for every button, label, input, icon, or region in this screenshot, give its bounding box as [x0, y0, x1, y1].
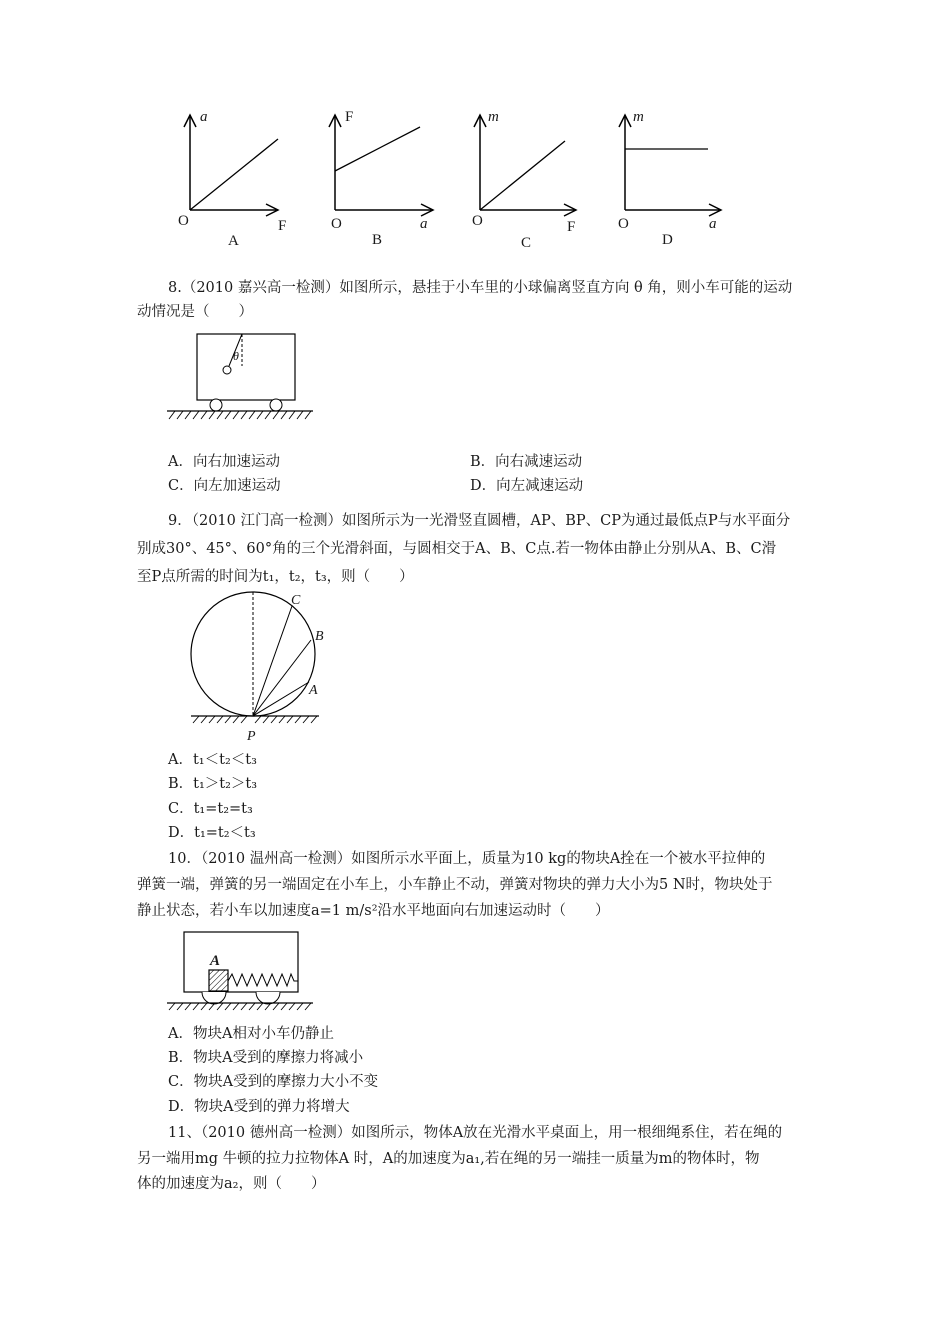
- q9-option-c[interactable]: C．t₁=t₂=t₃: [168, 801, 253, 817]
- graph-b-letter: B: [372, 232, 383, 248]
- q8-text-line2: 动情况是（ ）: [137, 304, 253, 320]
- q8-cart-figure: [165, 330, 315, 422]
- q8-theta-label: θ: [233, 349, 239, 363]
- q8-option-a[interactable]: A．向右加速运动: [168, 454, 280, 470]
- graph-a-x-label: F: [278, 218, 287, 234]
- q9-option-d[interactable]: D．t₁=t₂＜t₃: [168, 825, 256, 841]
- q10-option-d[interactable]: D．物块A受到的弹力将增大: [168, 1099, 350, 1115]
- q9-text-line2: 别成30°、45°、60°角的三个光滑斜面，与圆相交于A、B、C点.若一物体由静止分别从A、B、C滑: [137, 541, 777, 557]
- q10-text-line3: 静止状态，若小车以加速度a=1 m/s²沿水平地面向右加速运动时（ ）: [137, 903, 610, 919]
- graph-d-x-label: a: [709, 216, 717, 232]
- q8-option-d[interactable]: D．向左减速运动: [470, 478, 584, 494]
- q8-wheel-right: [270, 399, 282, 411]
- q11-text-line3: 体的加速度为a₂，则（ ）: [137, 1176, 326, 1192]
- q10-option-b[interactable]: B．物块A受到的摩擦力将减小: [168, 1050, 364, 1066]
- graph-b: [315, 105, 440, 255]
- q8-text-line1: 8.（2010 嘉兴高一检测）如图所示，悬挂于小车里的小球偏离竖直方向 θ 角，则小车可能的运动: [168, 280, 793, 296]
- q9-label-a: A: [309, 683, 318, 698]
- q11-text-line2: 另一端用mg 牛顿的拉力拉物体A 时，A的加速度为a₁,若在绳的另一端挂一质量为m的物体时，物: [137, 1151, 760, 1167]
- graph-c-line: [480, 141, 565, 210]
- graph-d: [605, 105, 730, 255]
- q10-block-a: [209, 970, 228, 991]
- q10-wheel-right: [256, 992, 280, 1004]
- graph-c: [460, 105, 585, 255]
- q10-option-a[interactable]: A．物块A相对小车仍静止: [168, 1026, 334, 1042]
- q10-wheel-left: [202, 992, 226, 1004]
- graph-d-origin: O: [618, 216, 629, 232]
- q10-block-label: A: [210, 953, 221, 969]
- q10-text-line1: 10．（2010 温州高一检测）如图所示水平面上，质量为10 kg的物块A拴在一个被水平拉伸的: [168, 851, 766, 867]
- graph-b-x-label: a: [420, 216, 428, 232]
- q9-option-a[interactable]: A．t₁＜t₂＜t₃: [168, 752, 257, 768]
- graph-a: [170, 105, 295, 255]
- q10-spring: [228, 974, 298, 986]
- graph-a-y-label: a: [200, 109, 208, 125]
- q9-label-p: P: [247, 729, 256, 744]
- q8-wheel-left: [210, 399, 222, 411]
- q9-option-b[interactable]: B．t₁＞t₂＞t₃: [168, 776, 258, 792]
- graph-b-origin: O: [331, 216, 342, 232]
- graph-b-y-label: F: [345, 109, 354, 125]
- graph-c-x-label: F: [567, 219, 576, 235]
- q9-incline-ap: [253, 682, 309, 716]
- graph-b-line: [335, 127, 420, 171]
- q9-label-b: B: [315, 629, 324, 644]
- graph-a-letter: A: [228, 233, 239, 249]
- graph-a-origin: O: [178, 213, 189, 229]
- graph-d-letter: D: [662, 232, 673, 248]
- q10-option-c[interactable]: C．物块A受到的摩擦力大小不变: [168, 1074, 379, 1090]
- q9-text-line1: 9．（2010 江门高一检测）如图所示为一光滑竖直圆槽，AP、BP、CP为通过最低点P与水平面分: [168, 513, 791, 529]
- q8-option-c[interactable]: C．向左加速运动: [168, 478, 281, 494]
- q8-ball: [223, 366, 231, 374]
- graph-a-line: [190, 139, 278, 210]
- q9-label-c: C: [291, 593, 301, 608]
- graph-c-y-label: m: [488, 109, 499, 125]
- q9-incline-bp: [253, 640, 311, 716]
- graph-c-origin: O: [472, 213, 483, 229]
- q9-circle-figure: [185, 592, 345, 744]
- q11-text-line1: 11、（2010 德州高一检测）如图所示，物体A放在光滑水平桌面上，用一根细绳系住，若在绳的: [168, 1125, 783, 1141]
- q8-option-b[interactable]: B．向右减速运动: [470, 454, 583, 470]
- q10-cart-figure: [165, 928, 315, 1012]
- q9-incline-cp: [253, 606, 292, 716]
- q10-text-line2: 弹簧一端，弹簧的另一端固定在小车上，小车静止不动，弹簧对物块的弹力大小为5 N时，物块处于: [137, 877, 773, 893]
- q9-text-line3: 至P点所需的时间为t₁，t₂，t₃，则（ ）: [137, 569, 414, 585]
- graph-d-y-label: m: [633, 109, 644, 125]
- graph-c-letter: C: [521, 235, 532, 251]
